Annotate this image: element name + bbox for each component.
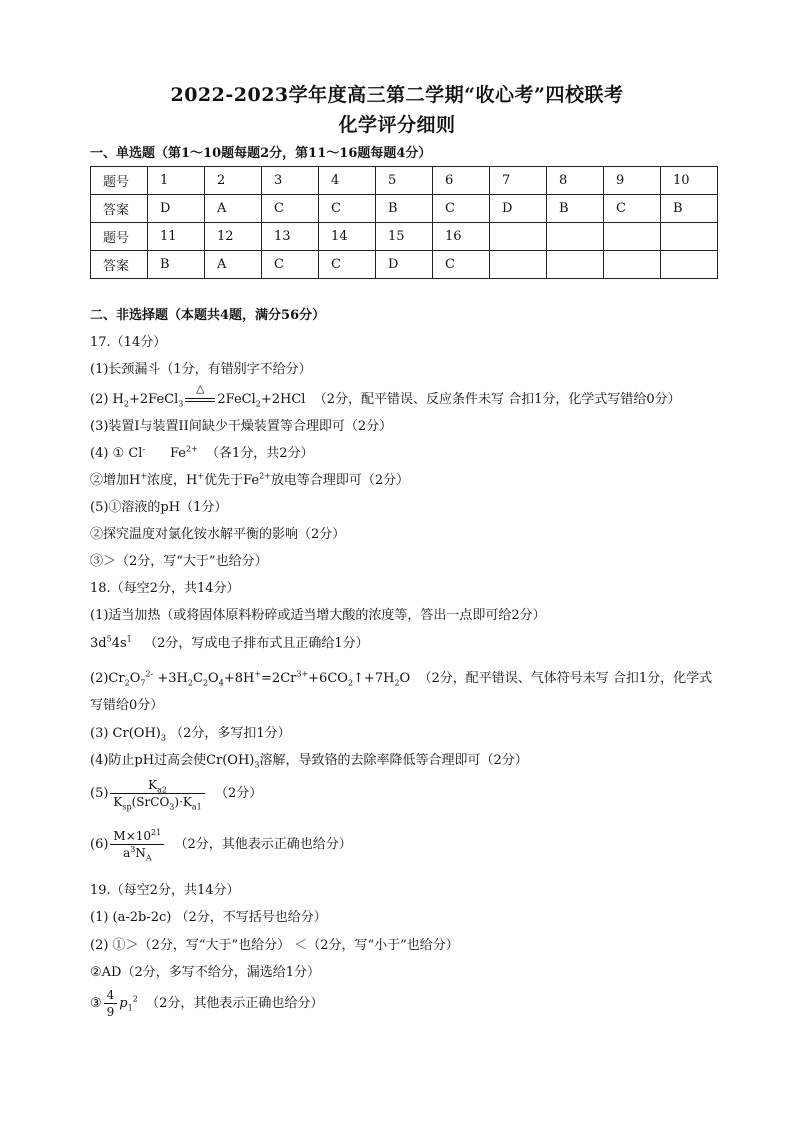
table-cell: 1 (148, 167, 205, 195)
table-cell (490, 223, 547, 251)
table-cell: 14 (319, 223, 376, 251)
page-subtitle: 化学评分细则 (338, 114, 456, 136)
table-cell: D (376, 251, 433, 279)
table-cell: D (490, 195, 547, 223)
table-cell: 9 (604, 167, 661, 195)
q17-line7: ②探究温度对氯化铵水解平衡的影响（2分） (90, 527, 346, 542)
table-cell: 15 (376, 223, 433, 251)
q17-header: 17.（14分） (90, 335, 167, 350)
q18-line5: (3) $Cr(OH)_3$ （2分，多写扣1分） (90, 726, 291, 743)
table-row-header: 答案 (91, 195, 148, 223)
table-cell: C (262, 195, 319, 223)
table-row (91, 251, 718, 279)
page-title: 2022-2023学年度高三第二学期“收心考”四校联考 (170, 84, 624, 106)
table-cell (604, 251, 661, 279)
q18-line4: 写错给0分） (90, 698, 164, 713)
table-cell: 3 (262, 167, 319, 195)
table-cell: 16 (433, 223, 490, 251)
table-cell: C (433, 195, 490, 223)
section-single-choice: 一、单选题（第1～10题每题2分，第11～16题每题4分） (90, 146, 432, 161)
table-cell (490, 251, 547, 279)
table-cell: A (205, 251, 262, 279)
table-cell: C (319, 251, 376, 279)
q19-line3: ②AD（2分，多写不给分，漏选给1分） (90, 965, 321, 980)
table-row (91, 223, 718, 251)
table-cell: 6 (433, 167, 490, 195)
q18-line1: (1)适当加热（或将固体原料粉碎或适当增大酸的浓度等，答出一点即可给2分） (90, 608, 546, 623)
answer-table (90, 166, 718, 279)
table-cell: 11 (148, 223, 205, 251)
q18-line3: $(2)Cr_2O_7^{2-}$ $+3H_2C_2O_4+8H^+=2Cr^{3+}+6CO_2↑+7H_2O$ （2分，配平错误、气体符号未写 合扣1分，化学式 (90, 669, 713, 688)
q19-line4: ③ $\frac{4}{9}$ $p_1^2$ （2分，其他表示正确也给分） (90, 988, 324, 1019)
table-cell: C (433, 251, 490, 279)
table-cell: A (205, 195, 262, 223)
table-cell: D (148, 195, 205, 223)
table-cell (604, 223, 661, 251)
table-row-header: 答案 (91, 251, 148, 279)
table-cell: 7 (490, 167, 547, 195)
table-cell: C (262, 251, 319, 279)
table-cell: 5 (376, 167, 433, 195)
table-cell: 2 (205, 167, 262, 195)
q17-line5: ②增加H+浓度，H+优先于$Fe^{2+}$放电等合理即可（2分） (90, 471, 410, 488)
table-cell (661, 251, 718, 279)
q19-line1: (1) (a-2b-2c) （2分，不写括号也给分） (90, 910, 327, 925)
table-cell: 8 (547, 167, 604, 195)
heat-condition: △ (183, 392, 217, 407)
table-cell: 4 (319, 167, 376, 195)
table-cell: C (319, 195, 376, 223)
q17-line4: (4) ① Cl- $Fe^{2+}$ （各1分，共2分） (90, 444, 314, 461)
q17-line6: (5)①溶液的pH（1分） (90, 500, 228, 515)
q19-header: 19.（每空2分，共14分） (90, 883, 240, 898)
q19-line2: (2) ①＞（2分，写“大于”也给分） ＜（2分，写“小于”也给分） (90, 938, 459, 953)
table-row (91, 167, 718, 195)
table-cell (661, 223, 718, 251)
q17-line1: (1)长颈漏斗（1分，有错别字不给分） (90, 362, 312, 377)
q17-line8: ③＞（2分，写“大于”也给分） (90, 554, 268, 569)
table-cell (547, 223, 604, 251)
ksp-fraction: $\frac{K_{a2}}{K_{sp}(SrCO_3)\cdot K_{a1}}$ (110, 778, 204, 809)
table-cell: 10 (661, 167, 718, 195)
q18-line8: (6) $\frac{M\times 10^{21}}{a^3N_A}$ （2分，其他表示正确也给分） (90, 828, 352, 863)
table-row (91, 195, 718, 223)
table-cell: B (148, 251, 205, 279)
table-cell: B (376, 195, 433, 223)
table-cell: B (547, 195, 604, 223)
table-row-header: 题号 (91, 223, 148, 251)
q18-line2: $3d^54s^1$ （2分，写成电子排布式且正确给1分） (90, 634, 369, 651)
table-cell: C (604, 195, 661, 223)
q18-header: 18.（每空2分，共14分） (90, 581, 240, 596)
table-cell: B (661, 195, 718, 223)
table-row-header: 题号 (91, 167, 148, 195)
section-non-choice: 二、非选择题（本题共4题，满分56分） (90, 308, 326, 323)
q17-line2: (2) $H_2+2FeCl_3$ △ 2FeCl$_2$+2HCl （2分，配平错误、反应条件未写 合扣1分，化学式写错给0分） (90, 382, 681, 409)
q18-line6: (4)防止pH过高会使$Cr(OH)_3$溶解，导致铬的去除率降低等合理即可（2分） (90, 753, 528, 770)
q17-line3: (3)装置I与装置II间缺少干燥装置等合理即可（2分） (90, 419, 393, 434)
table-cell (547, 251, 604, 279)
table-cell: 13 (262, 223, 319, 251)
density-fraction: $\frac{M\times 10^{21}}{a^3N_A}$ (110, 829, 164, 860)
table-cell: 12 (205, 223, 262, 251)
q18-line7: (5) $\frac{K_{a2}}{K_{sp}(SrCO_3)\cdot K_{a1}}$ （2分） (90, 778, 263, 812)
fraction-4-9: $\frac{4}{9}$ (104, 988, 118, 1019)
